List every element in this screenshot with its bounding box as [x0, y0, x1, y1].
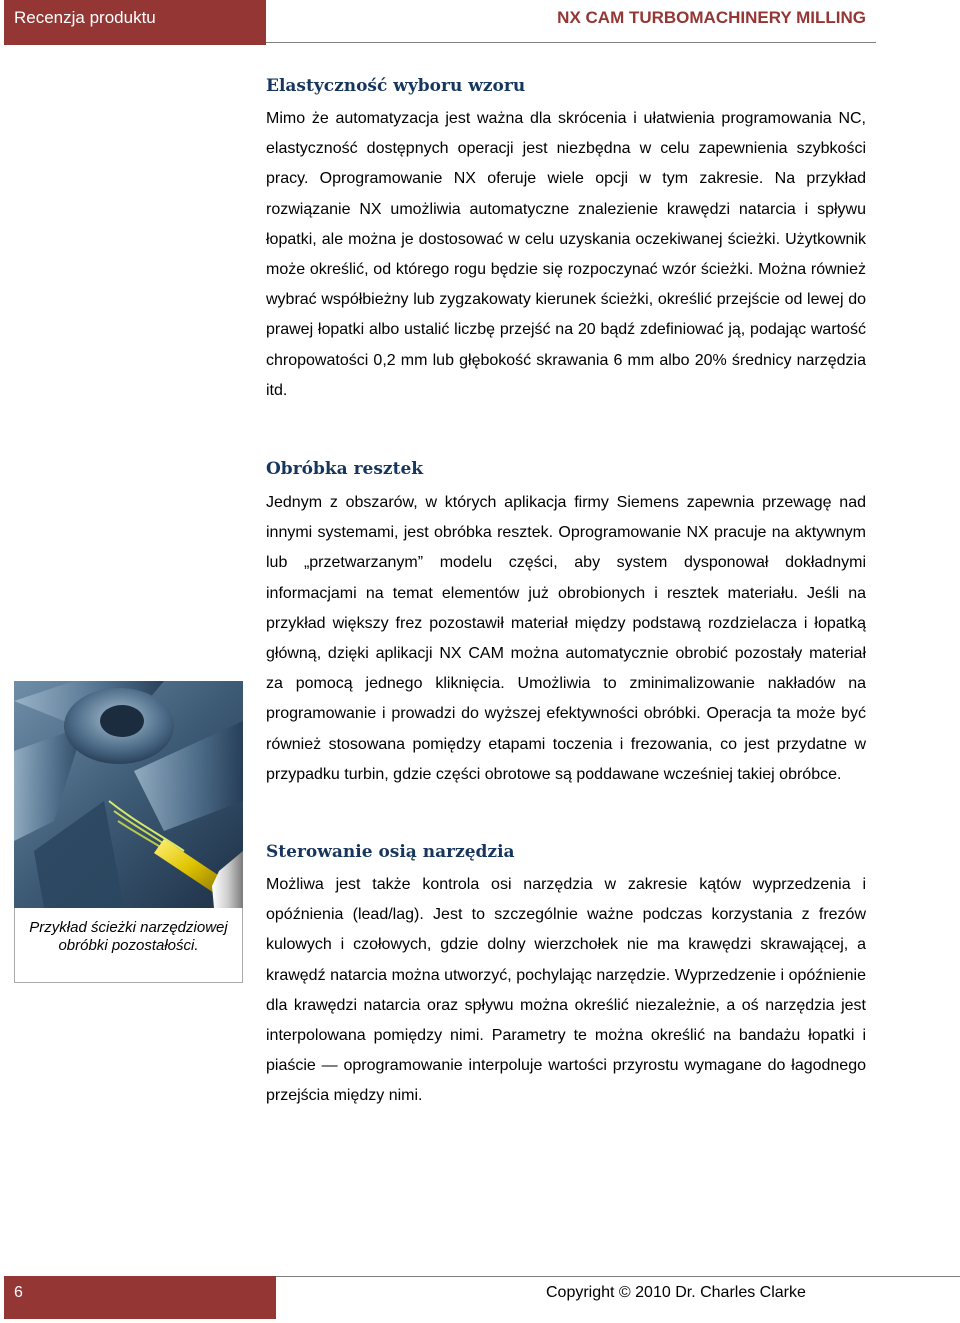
header-title: NX CAM TURBOMACHINERY MILLING — [557, 8, 866, 27]
footer-copyright: Copyright © 2010 Dr. Charles Clarke — [546, 1284, 806, 1301]
section-title-tool-axis: Sterowanie osią narzędzia — [266, 842, 515, 862]
section-text-tool-axis: Możliwa jest także kontrola osi narzędzia w zakresie kątów wyprzedzenia i opóźnienia (lead/lag). Jest to szczególnie ważne podczas korzystania z frezów kulowych i czołowych, gdzie dolny wierzchołek nie ma krawędzi skrawającej, a krawędź natarcia można utworzyć, pochylając narzędzie. Wyprzedzenie i opóźnienie dla krawędzi natarcia oraz spływu można określić niezależnie, a oś narzędzia jest interpolowana pomiędzy nimi. Parametry te można określić na bandażu łopatki i piaście — oprogramowanie interpoluje wartości przyrostu wymagane do łagodnego przejścia między nimi. — [266, 876, 866, 1105]
header-section-label: Recenzja produktu — [4, 0, 266, 45]
impeller-render — [14, 681, 243, 908]
header-title-bar — [266, 0, 876, 43]
footer-rule — [276, 1276, 960, 1277]
footer-page-number: 6 — [4, 1276, 276, 1319]
impeller-toolpath-image — [14, 681, 243, 908]
section-title-flexibility: Elastyczność wyboru wzoru — [266, 76, 526, 96]
section-title-rest-machining: Obróbka resztek — [266, 459, 424, 479]
figure-caption: Przykład ścieżki narzędziowej obróbki pozostałości. — [29, 919, 228, 954]
section-text-rest-machining: Jednym z obszarów, w których aplikacja firmy Siemens zapewnia przewagę nad innymi systemami, jest obróbka resztek. Oprogramowanie NX pracuje na aktywnym lub „przetwarzanym” modelu części, aby system dysponował dokładnymi informacjami na temat elementów już obrobionych i resztek materiału. Jeśli na przykład większy frez pozostawił materiał między podstawą rozdzielacza i łopatką główną, dzięki aplikacji NX CAM można automatycznie obrobić pozostały materiał za pomocą jednego kliknięcia. Umożliwia to zminimalizowanie nakładów na programowanie i prowadzi do wyższej efektywności obróbki. Operacja ta może być również stosowana pomiędzy etapami toczenia i frezowania, co jest przydatne w przypadku turbin, gdzie części obrotowe są poddawane wcześniej takiej obróbce. — [266, 494, 866, 783]
section-text-flexibility: Mimo że automatyzacja jest ważna dla skrócenia i ułatwienia programowania NC, elastyczność dostępnych operacji jest niezbędna w celu zapewnienia szybkości pracy. Oprogramowanie NX oferuje wiele opcji w tym zakresie. Na przykład rozwiązanie NX umożliwia automatyczne znalezienie krawędzi natarcia i spływu łopatki, ale można je dostosować w celu uzyskania oczekiwanej ścieżki. Użytkownik może określić, od którego rogu będzie się rozpoczynać wzór ścieżki. Można również wybrać współbieżny lub zygzakowaty kierunek ścieżki, określić przejście od lewej do prawej łopatki albo ustalić liczbę przejść na 20 bądź zdefiniować ją, podając wartość chropowatości 0,2 mm lub głębokość skrawania 6 mm albo 20% średnicy narzędzia itd. — [266, 110, 866, 399]
